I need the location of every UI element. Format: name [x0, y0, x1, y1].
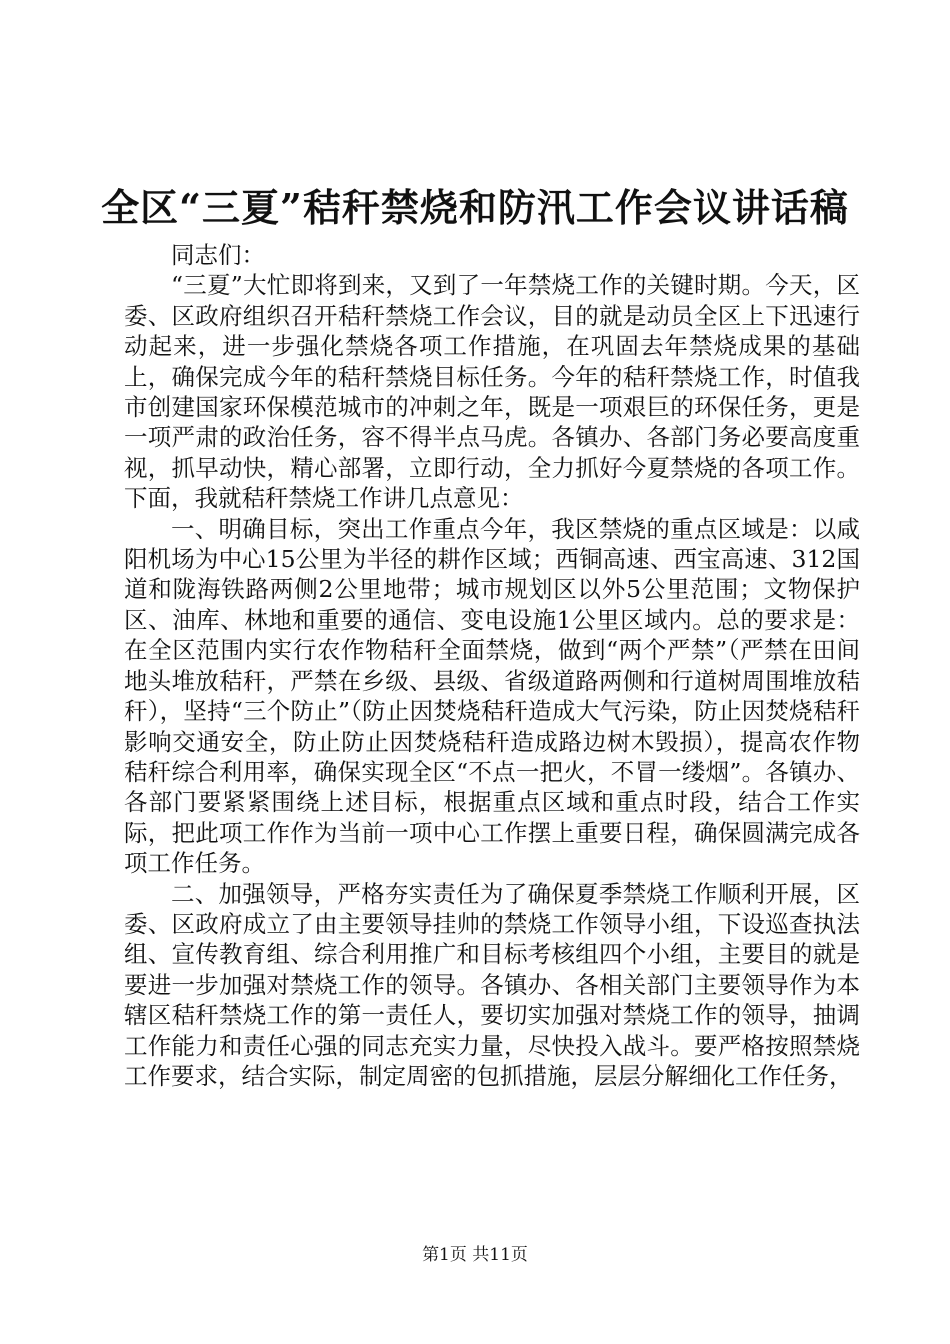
document-title: 全区“三夏”秸秆禁烧和防汛工作会议讲话稿 — [101, 185, 849, 230]
salutation: 同志们： — [171, 241, 265, 269]
document-body — [124, 240, 860, 1091]
paragraph-section-2: 二、加强领导，严格夯实责任为了确保夏季禁烧工作顺利开展，区委、区政府成立了由主要领导挂帅的禁烧工作领导小组，下设巡查执法组、宣传教育组、综合利用推广和目标考核组四个小组，主要目的就是要进一步加强对禁烧工作的领导。各镇办、各相关部门主要领导作为本辖区秸秆禁烧工作的第一责任人，要切实加强对禁烧工作的领导，抽调工作能力和责任心强的同志充实力量，尽快投入战斗。要严格按照禁烧工作要求，结合实际，制定周密的包抓措施，层层分解细化工作任务， — [124, 879, 860, 1090]
page-footer: 第1页 共11页 — [422, 1245, 528, 1265]
paragraph-intro: “三夏”大忙即将到来，又到了一年禁烧工作的关键时期。今天，区委、区政府组织召开秸秆禁烧工作会议，目的就是动员全区上下迅速行动起来，进一步强化禁烧各项工作措施，在巩固去年禁烧成果的基础上，确保完成今年的秸秆禁烧目标任务。今年的秸秆禁烧工作，时值我市创建国家环保模范城市的冲刺之年，既是一项艰巨的环保任务，更是一项严肃的政治任务，容不得半点马虎。各镇办、各部门务必要高度重视，抓早动快，精心部署，立即行动，全力抓好今夏禁烧的各项工作。下面，我就秸秆禁烧工作讲几点意见： — [124, 271, 860, 513]
paragraph-section-1: 一、明确目标，突出工作重点今年，我区禁烧的重点区域是：以咸阳机场为中心15公里为半径的耕作区域；西铜高速、西宝高速、312国道和陇海铁路两侧2公里地带；城市规划区以外5公里范围；文物保护区、油库、林地和重要的通信、变电设施1公里区域内。总的要求是：在全区范围内实行农作物秸秆全面禁烧，做到“两个严禁”（严禁在田间地头堆放秸秆，严禁在乡级、县级、省级道路两侧和行道树周围堆放秸秆），坚持“三个防止”（防止因焚烧秸秆造成大气污染，防止因焚烧秸秆影响交通安全，防止防止因焚烧秸秆造成路边树木毁损），提高农作物秸秆综合利用率，确保实现全区“不点一把火，不冒一缕烟”。各镇办、各部门要紧紧围绕上述目标，根据重点区域和重点时段，结合工作实际，把此项工作作为当前一项中心工作摆上重要日程，确保圆满完成各项工作任务。 — [124, 514, 860, 878]
